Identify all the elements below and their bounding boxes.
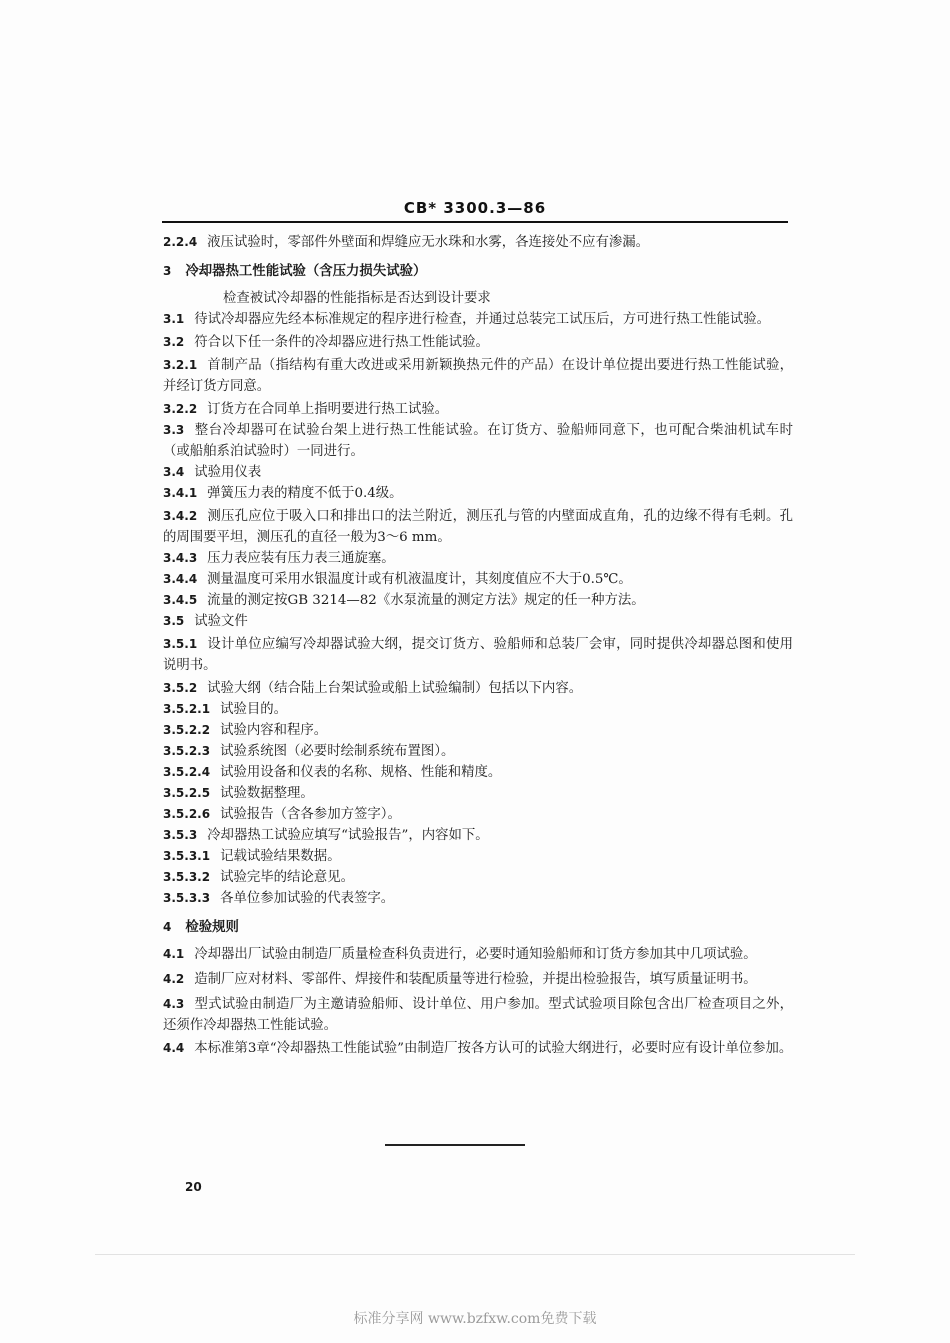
clause-text: 液压试验时，零部件外壁面和焊缝应无水珠和水雾，各连接处不应有渗漏。 bbox=[207, 235, 650, 250]
footer-rule bbox=[95, 1254, 855, 1255]
clause-3-2-1 bbox=[163, 355, 793, 397]
clause-number: 3.5.2.2 bbox=[163, 723, 211, 737]
clause-text: 试验数据整理。 bbox=[220, 786, 314, 801]
clause-text: 造制厂应对材料、零部件、焊接件和装配质量等进行检验，并提出检验报告，填写质量证明书。 bbox=[194, 972, 757, 987]
clause-number: 2.2.4 bbox=[163, 235, 198, 249]
clause-4-4 bbox=[163, 1038, 793, 1059]
clause-number: 3.4.4 bbox=[163, 572, 198, 586]
intro-text: 检查被试冷却器的性能指标是否达到设计要求 bbox=[223, 291, 491, 306]
clause-3-4-1 bbox=[163, 483, 793, 504]
clause-number: 3.5.1 bbox=[163, 637, 198, 651]
clause-text: 试验内容和程序。 bbox=[220, 723, 328, 738]
clause-text: 整台冷却器可在试验台架上进行热工性能试验。在订货方、验船师同意下，也可配合柴油机试车时（或船舶系泊试验时）一同进行。 bbox=[163, 423, 793, 459]
page-number: 20 bbox=[185, 1180, 202, 1194]
clause-number: 3.4.3 bbox=[163, 551, 198, 565]
clause-number: 3.5.2.1 bbox=[163, 702, 211, 716]
clause-text: 冷却器热工试验应填写“试验报告”，内容如下。 bbox=[207, 828, 489, 843]
standard-code-header: CB* 3300.3—86 bbox=[403, 199, 547, 217]
header-rule bbox=[162, 221, 788, 223]
clause-number: 4.3 bbox=[163, 997, 185, 1011]
clause-number: 3.3 bbox=[163, 423, 185, 437]
clause-3-5-2-6 bbox=[163, 804, 793, 825]
clause-3-5-3 bbox=[163, 825, 793, 846]
clause-text: 冷却器出厂试验由制造厂质量检查科负责进行，必要时通知验船师和订货方参加其中几项试验。 bbox=[194, 947, 757, 962]
clause-number: 3.1 bbox=[163, 312, 185, 326]
clause-3-5-3-1 bbox=[163, 846, 793, 867]
clause-3-5-2-5 bbox=[163, 783, 793, 804]
clause-number: 3.2 bbox=[163, 335, 185, 349]
clause-number: 4.1 bbox=[163, 947, 185, 961]
clause-text: 设计单位应编写冷却器试验大纲，提交订货方、验船师和总装厂会审，同时提供冷却器总图和使用说明书。 bbox=[163, 637, 793, 673]
clause-number: 3.2.1 bbox=[163, 358, 198, 372]
clause-text: 记载试验结果数据。 bbox=[220, 849, 341, 864]
clause-text: 试验完毕的结论意见。 bbox=[220, 870, 354, 885]
clause-3-3 bbox=[163, 420, 793, 462]
clause-text: 试验系统图（必要时绘制系统布置图）。 bbox=[220, 744, 455, 759]
clause-text: 试验用设备和仪表的名称、规格、性能和精度。 bbox=[220, 765, 502, 780]
clause-text: 测压孔应位于吸入口和排出口的法兰附近，测压孔与管的内壁面成直角，孔的边缘不得有毛刺。孔的周围要平坦，测压孔的直径一般为3～6 mm。 bbox=[163, 509, 793, 545]
clause-number: 3.4.1 bbox=[163, 486, 198, 500]
clause-3-2-2 bbox=[163, 399, 793, 420]
clause-text: 试验目的。 bbox=[220, 702, 288, 717]
clause-text: 压力表应装有压力表三通旋塞。 bbox=[207, 551, 395, 566]
section-4-title bbox=[163, 917, 793, 938]
clause-text: 流量的测定按GB 3214—82《水泵流量的测定方法》规定的任一种方法。 bbox=[207, 593, 645, 608]
end-of-standard-rule bbox=[385, 1144, 525, 1146]
clause-text: 待试冷却器应先经本标准规定的程序进行检查，并通过总装完工试压后，方可进行热工性能试验。 bbox=[194, 312, 771, 327]
clause-number: 3.4.5 bbox=[163, 593, 198, 607]
clause-text: 试验大纲（结合陆上台架试验或船上试验编制）包括以下内容。 bbox=[207, 681, 583, 696]
section-3-intro bbox=[163, 288, 793, 309]
clause-number: 3.5.3.3 bbox=[163, 891, 211, 905]
clause-text: 试验文件 bbox=[194, 614, 248, 629]
clause-3-5-3-2 bbox=[163, 867, 793, 888]
clause-3-5-2-4 bbox=[163, 762, 793, 783]
clause-number: 3.5 bbox=[163, 614, 185, 628]
clause-text: 本标准第3章“冷却器热工性能试验”由制造厂按各方认可的试验大纲进行，必要时应有设计单位参加。 bbox=[194, 1041, 793, 1056]
clause-3-4 bbox=[163, 462, 793, 483]
clause-number: 3.4.2 bbox=[163, 509, 198, 523]
document-body bbox=[163, 232, 793, 1059]
clause-number: 3.5.3 bbox=[163, 828, 198, 842]
clause-number: 3.5.3.1 bbox=[163, 849, 211, 863]
section-number: 4 bbox=[163, 920, 172, 934]
clause-text: 测量温度可采用水银温度计或有机液温度计，其刻度值应不大于0.5℃。 bbox=[207, 572, 632, 587]
clause-3-1 bbox=[163, 309, 793, 330]
section-title-text: 冷却器热工性能试验（含压力损失试验） bbox=[185, 263, 427, 279]
clause-4-1 bbox=[163, 944, 793, 965]
clause-text: 订货方在合同单上指明要进行热工试验。 bbox=[207, 402, 449, 417]
site-watermark: 标准分享网 www.bzfxw.com免费下载 bbox=[353, 1311, 597, 1327]
clause-text: 各单位参加试验的代表签字。 bbox=[220, 891, 395, 906]
clause-number: 3.5.2.3 bbox=[163, 744, 211, 758]
clause-3-5-1 bbox=[163, 634, 793, 676]
clause-3-5-2-2 bbox=[163, 720, 793, 741]
clause-3-4-2 bbox=[163, 506, 793, 548]
clause-number: 3.5.2.4 bbox=[163, 765, 211, 779]
clause-text: 首制产品（指结构有重大改进或采用新颖换热元件的产品）在设计单位提出要进行热工性能试验，并经订货方同意。 bbox=[163, 358, 793, 394]
clause-number: 3.5.3.2 bbox=[163, 870, 211, 884]
clause-text: 试验用仪表 bbox=[194, 465, 262, 480]
section-3-title bbox=[163, 261, 793, 282]
clause-4-2 bbox=[163, 969, 793, 990]
clause-3-4-5 bbox=[163, 590, 793, 611]
clause-text: 弹簧压力表的精度不低于0.4级。 bbox=[207, 486, 403, 501]
clause-3-4-4 bbox=[163, 569, 793, 590]
clause-text: 试验报告（含各参加方签字）。 bbox=[220, 807, 401, 822]
clause-3-5-2 bbox=[163, 678, 793, 699]
clause-number: 4.2 bbox=[163, 972, 185, 986]
clause-text: 型式试验由制造厂为主邀请验船师、设计单位、用户参加。型式试验项目除包含出厂检查项目之外，还须作冷却器热工性能试验。 bbox=[163, 997, 793, 1033]
section-title-text: 检验规则 bbox=[185, 919, 239, 935]
clause-4-3 bbox=[163, 994, 793, 1036]
clause-number: 3.5.2.5 bbox=[163, 786, 211, 800]
clause-3-4-3 bbox=[163, 548, 793, 569]
clause-number: 4.4 bbox=[163, 1041, 185, 1055]
section-number: 3 bbox=[163, 264, 172, 278]
clause-3-5-2-1 bbox=[163, 699, 793, 720]
clause-number: 3.5.2 bbox=[163, 681, 198, 695]
clause-3-5 bbox=[163, 611, 793, 632]
clause-text: 符合以下任一条件的冷却器应进行热工性能试验。 bbox=[194, 335, 489, 350]
clause-number: 3.2.2 bbox=[163, 402, 198, 416]
clause-number: 3.5.2.6 bbox=[163, 807, 211, 821]
clause-number: 3.4 bbox=[163, 465, 185, 479]
clause-3-5-2-3 bbox=[163, 741, 793, 762]
clause-2-2-4 bbox=[163, 232, 793, 253]
clause-3-2 bbox=[163, 332, 793, 353]
clause-3-5-3-3 bbox=[163, 888, 793, 909]
